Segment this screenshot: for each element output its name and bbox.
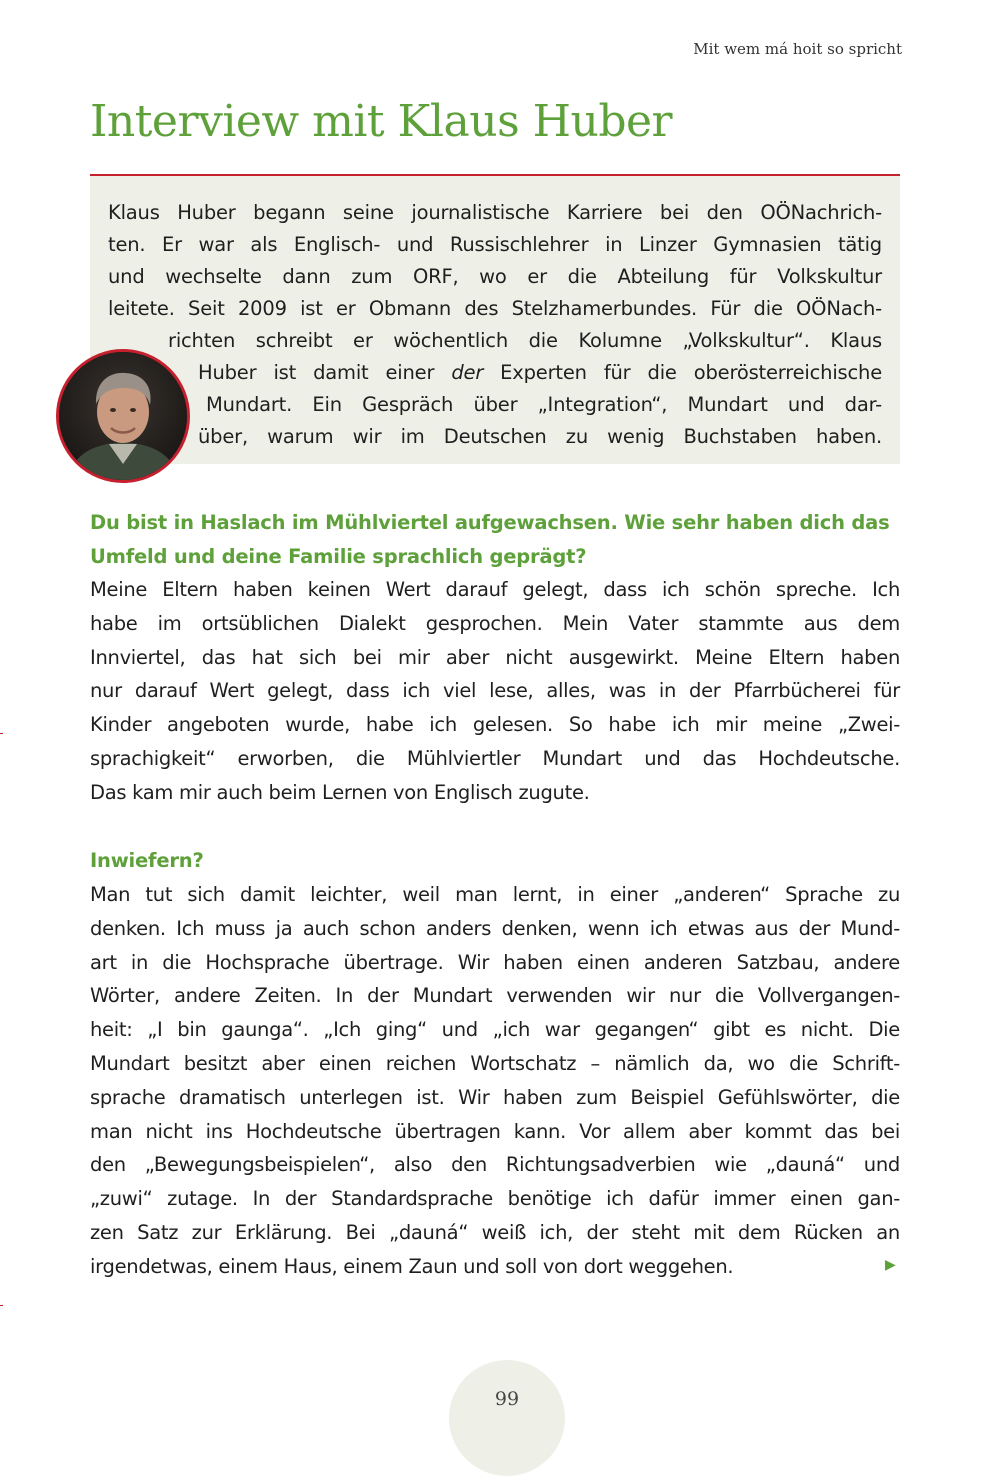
crop-mark xyxy=(0,1305,3,1306)
answer-line: Wörter, andere Zeiten. In der Mundart verwenden wir nur die Vollvergangen- xyxy=(90,984,900,1008)
answer-line: Innviertel, das hat sich bei mir aber nicht ausgewirkt. Meine Eltern haben xyxy=(90,645,900,669)
portrait-illustration xyxy=(59,352,187,480)
intro-box xyxy=(90,174,900,464)
answer-line: zen Satz zur Erklärung. Bei „dauná“ weiß ich, der steht mit dem Rücken an xyxy=(90,1220,900,1244)
crop-mark xyxy=(0,733,3,734)
answer-line: habe im ortsüblichen Dialekt gesprochen. Mein Vater stammte aus dem xyxy=(90,611,900,635)
answer-line: nur darauf Wert gelegt, dass ich viel lese, alles, was in der Pfarrbücherei für xyxy=(90,679,900,703)
question-line: Umfeld und deine Familie sprachlich geprägt? xyxy=(90,544,587,568)
answer-line: man nicht ins Hochdeutsche übertragen kann. Vor allem aber kommt das bei xyxy=(90,1119,900,1143)
intro-text: Experten für die oberösterreichische xyxy=(483,361,882,384)
question-1 xyxy=(90,506,900,573)
answer-line: „zuwi“ zutage. In der Standardsprache benötige ich dafür immer einen gan- xyxy=(90,1187,900,1211)
answer-line: Das kam mir auch beim Lernen von Englisch zugute. xyxy=(90,780,590,804)
question-2: Inwiefern? xyxy=(90,849,204,872)
intro-text: Huber ist damit einer xyxy=(198,361,452,384)
page-number: 99 xyxy=(494,1388,520,1410)
page-title: Interview mit Klaus Huber xyxy=(90,96,673,147)
answer-1 xyxy=(90,573,900,810)
intro-line: ten. Er war als Englisch- und Russischlehrer in Linzer Gymnasien tätig xyxy=(108,233,882,256)
intro-line: Klaus Huber begann seine journalistische Karriere bei den OÖNachrich- xyxy=(108,201,882,224)
running-head: Mit wem má hoit so spricht xyxy=(693,40,902,58)
question-line: Du bist in Haslach im Mühlviertel aufgewachsen. Wie sehr haben dich das xyxy=(90,511,890,534)
intro-emphasis: der xyxy=(451,361,484,384)
intro-line: leitete. Seit 2009 ist er Obmann des Stelzhamerbundes. Für die OÖNach- xyxy=(108,297,882,320)
answer-line: irgendetwas, einem Haus, einem Zaun und soll von dort weggehen. xyxy=(90,1254,734,1278)
page-number-circle xyxy=(449,1360,565,1476)
intro-line: und wechselte dann zum ORF, wo er die Abteilung für Volkskultur xyxy=(108,265,882,288)
continue-arrow-icon: ▶ xyxy=(885,1257,896,1273)
portrait-photo xyxy=(56,349,190,483)
answer-line: Kinder angeboten wurde, habe ich gelesen. So habe ich mir meine „Zwei- xyxy=(90,713,900,737)
answer-line: Man tut sich damit leichter, weil man lernt, in einer „anderen“ Sprache zu xyxy=(90,883,900,906)
intro-line: Mundart. Ein Gespräch über „Integration“, Mundart und dar- xyxy=(206,393,882,416)
answer-line: den „Bewegungsbeispielen“, also den Richtungsadverbien wie „dauná“ und xyxy=(90,1153,900,1177)
intro-line: über, warum wir im Deutschen zu wenig Buchstaben haben. xyxy=(198,425,882,448)
answer-line: sprachigkeit“ erworben, die Mühlviertler Mundart und das Hochdeutsche. xyxy=(90,746,900,770)
intro-line xyxy=(198,357,882,389)
answer-2 xyxy=(90,878,900,1284)
intro-line: richten schreibt er wöchentlich die Kolumne „Volkskultur“. Klaus xyxy=(168,329,882,352)
answer-line: Meine Eltern haben keinen Wert darauf gelegt, dass ich schön spreche. Ich xyxy=(90,578,900,601)
answer-line: Mundart besitzt aber einen reichen Wortschatz – nämlich da, wo die Schrift- xyxy=(90,1051,900,1075)
answer-line: heit: „I bin gaunga“. „Ich ging“ und „ich war gegangen“ gibt es nicht. Die xyxy=(90,1018,900,1042)
answer-line: sprache dramatisch unterlegen ist. Wir haben zum Beispiel Gefühlswörter, die xyxy=(90,1085,900,1109)
answer-line: art in die Hochsprache übertrage. Wir haben einen anderen Satzbau, andere xyxy=(90,950,900,974)
answer-line: denken. Ich muss ja auch schon anders denken, wenn ich etwas aus der Mund- xyxy=(90,916,900,940)
